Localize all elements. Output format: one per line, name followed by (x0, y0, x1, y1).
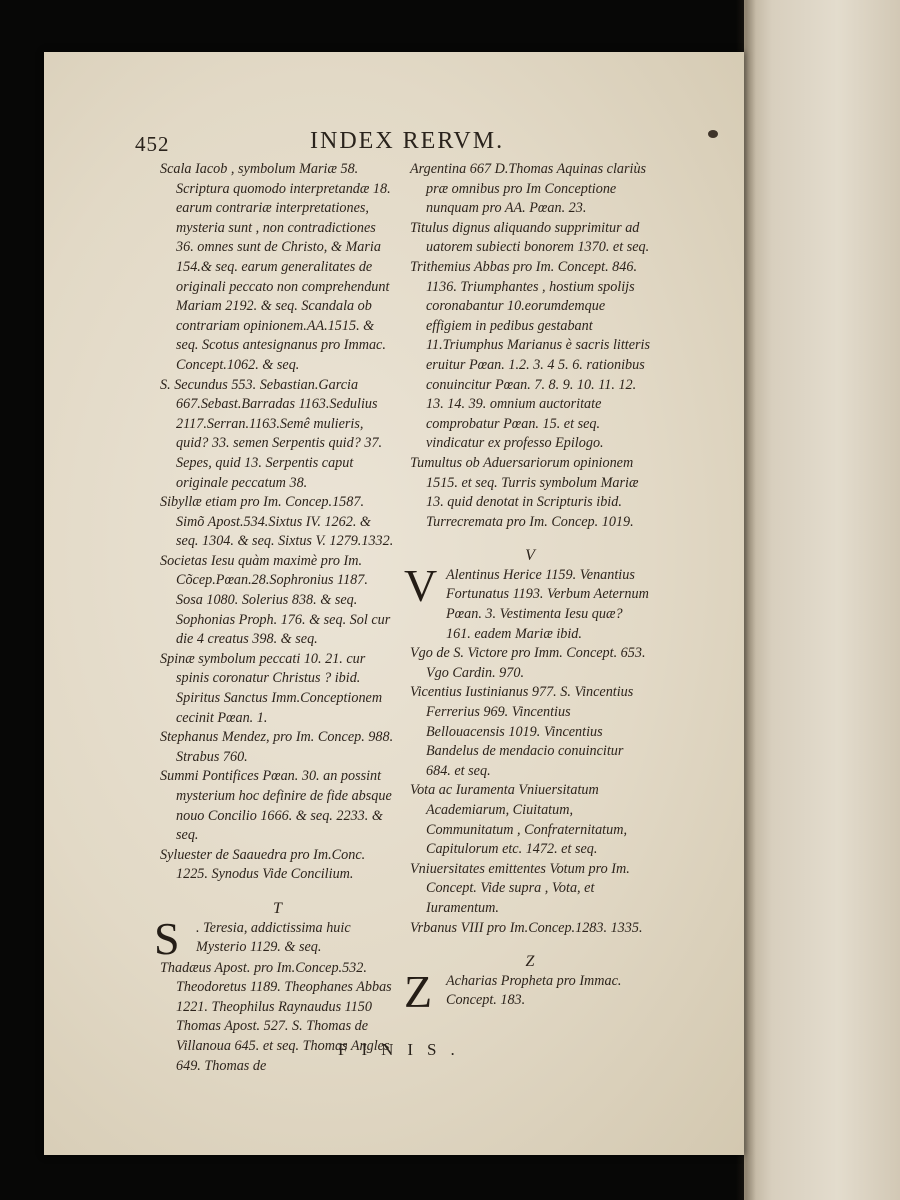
index-entry: Sibyllæ etiam pro Im. Concep.1587. Simõ Apost.534.Sixtus IV. 1262. & seq. 1304. & seq. Sixtus V. 1279.1332. (160, 494, 394, 550)
finis-colophon: FINIS. (338, 1040, 469, 1059)
index-entry: Tumultus ob Aduersariorum opinionem 1515. et seq. Turris symbolum Mariæ 13. quid denotat in Scripturis ibid. Turrecremata pro Im. Concep. 1019. (410, 454, 639, 530)
drop-cap-entry (404, 559, 650, 644)
right-column (404, 160, 650, 1017)
drop-cap-v: V (404, 559, 438, 611)
drop-cap-z: Z (404, 965, 433, 1017)
drop-cap-s: S (154, 912, 180, 964)
left-column (154, 160, 395, 1076)
facing-page (744, 0, 900, 1200)
index-entry: Vniuersitates emittentes Votum pro Im. Concept. Vide supra , Vota, et Iuramentum. (410, 860, 630, 916)
drop-cap-entry (404, 965, 650, 1017)
index-entry: Vota ac Iuramenta Vniuersitatum Academiarum, Ciuitatum, Communitatum , Confraternitatum, Capitulorum etc. 1472. et seq. (410, 782, 628, 858)
drop-cap-entry-text: Acharias Propheta pro Immac. Concept. 183. (446, 972, 622, 1009)
index-entry: Syluester de Saauedra pro Im.Conc. 1225. Synodus Vide Concilium. (160, 846, 366, 883)
drop-cap-entry-text: Alentinus Herice 1159. Venantius Fortunatus 1193. Verbum Aeternum Pœan. 3. Vestimenta Iesu quæ? 161. eadem Mariæ ibid. (446, 566, 649, 642)
index-entry: Summi Pontifices Pœan. 30. an possint mysterium hoc definire de fide absque nouo Concilio 1666. & seq. 2233. & seq. (160, 768, 392, 844)
drop-cap-entry-text: . Teresia, addictissima huic Mysterio 1129. & seq. (196, 919, 351, 956)
index-entry: Spinæ symbolum peccati 10. 21. cur spinis coronatur Christus ? ibid. Spiritus Sanctus Imm.Conceptionem cecinit Pœan. 1. (160, 650, 383, 726)
section-letter-t: T (273, 899, 282, 917)
index-entry: Vgo de S. Victore pro Imm. Concept. 653. Vgo Cardin. 970. (410, 645, 646, 681)
index-entry: Argentina 667 D.Thomas Aquinas clariùs præ omnibus pro Im Conceptione nunquam pro AA. Pœan. 23. (410, 161, 647, 217)
page-number: 452 (135, 132, 170, 156)
index-entry: Societas Iesu quàm maximè pro Im. Cõcep.Pœan.28.Sophronius 1187. Sosa 1080. Solerius 838. & seq. Sophonias Proph. 176. & seq. Sol cur die 4 creatus 398. & seq. (160, 552, 391, 648)
ink-spot (708, 130, 718, 138)
index-entry: Trithemius Abbas pro Im. Concept. 846. 1136. Triumphantes , hostium spolijs coronabantur 10.eorumdemque effigiem in pedibus gestabant 11.Triumphus Marianus è sacris litteris eruitur Pœan. 1.2. 3. 4 5. 6. rationibus conuincitur Pœan. 7. 8. 9. 10. 11. 12. 13. 14. 39. omnium auctoritate comprobatur Pœan. 15. et seq. vindicatur ex professo Epilogo. (410, 258, 650, 452)
index-entry: Thadæus Apost. pro Im.Concep.532. Theodoretus 1189. Theophanes Abbas 1221. Theophilus Raynaudus 1150 Thomas Apost. 527. S. Thomas de Villanoua 645. et seq. Thomas Angles 649. Thomas de (160, 959, 392, 1074)
running-title: INDEX RERVM. (310, 128, 505, 154)
section-letter-v: V (525, 547, 535, 565)
index-entry: Scala Iacob , symbolum Mariæ 58. Scriptura quomodo interpretandæ 18. earum contrariæ interpretationes, mysteria sunt , non contradictiones 36. omnes sunt de Christo, & Maria 154.& seq. earum generalitates de originali peccato non comprehendunt Mariam 2192. & seq. Scandala ob contrariam opinionem.AA.1515. & seq. Scotus antesignanus pro Immac. Concept.1062. & seq. (160, 161, 391, 373)
section-letter-z: Z (525, 953, 535, 971)
index-entry: Titulus dignus aliquando supprimitur ad uatorem subiecti bonorem 1370. et seq. (410, 219, 650, 256)
index-entry: Stephanus Mendez, pro Im. Concep. 988. Strabus 760. (160, 729, 394, 765)
index-entry: S. Secundus 553. Sebastian.Garcia 667.Sebast.Barradas 1163.Sedulius 2117.Serran.1163.Semê mulieris, quid? 33. semen Serpentis quid? 37. Sepes, quid 13. Serpentis caput originale peccatum 38. (160, 376, 383, 491)
index-entry: Vicentius Iustinianus 977. S. Vincentius Ferrerius 969. Vincentius Bellouacensis 1019. Vincentius Bandelus de mendacio conuincitur 684. et seq. (410, 684, 634, 779)
drop-cap-entry (154, 912, 395, 964)
index-entry: Vrbanus VIII pro Im.Concep.1283. 1335. (410, 919, 643, 936)
